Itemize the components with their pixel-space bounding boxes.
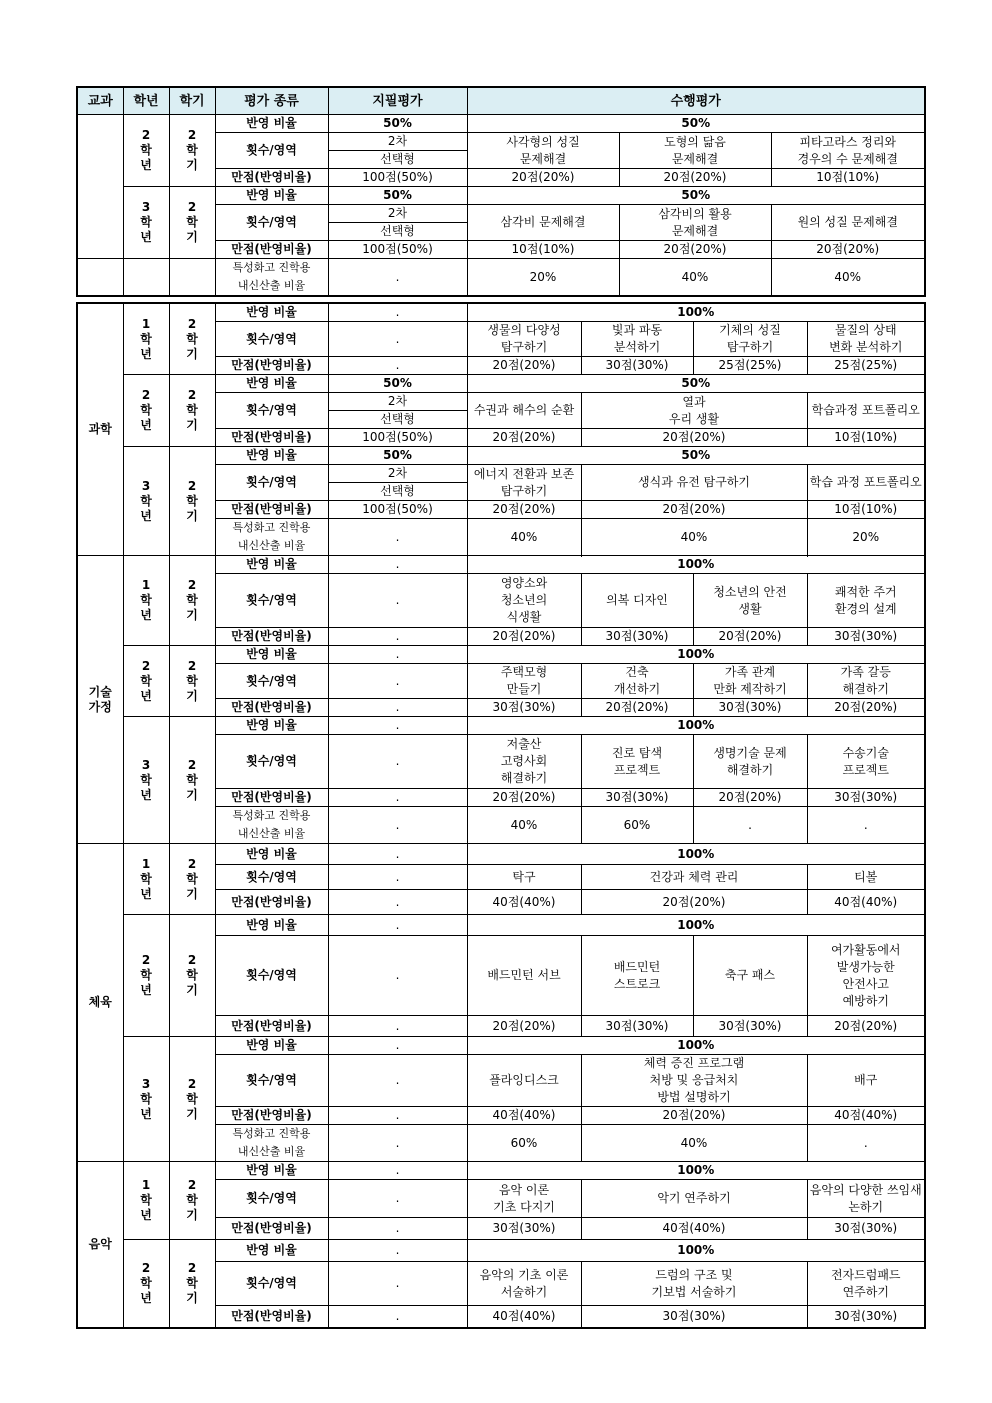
count-label: 횟수/영역 bbox=[215, 865, 328, 890]
score-cell: 20점(20%) bbox=[807, 699, 925, 717]
semester-cell: 2 학 기 bbox=[169, 375, 215, 447]
area-cell: 저출산 고령사회 해결하기 bbox=[467, 735, 581, 789]
performance-ratio: 50% bbox=[467, 375, 925, 393]
written-count: . bbox=[328, 1055, 467, 1107]
area-cell: 전자드럼패드 연주하기 bbox=[807, 1262, 925, 1306]
special-cell: 40% bbox=[619, 259, 771, 297]
semester-cell: 2 학 기 bbox=[169, 915, 215, 1037]
score-cell: 40점(40%) bbox=[467, 1306, 581, 1328]
written-count: 2차 bbox=[328, 465, 467, 483]
written-score: 100점(50%) bbox=[328, 429, 467, 447]
score-cell: 20점(20%) bbox=[467, 628, 581, 646]
score-label: 만점(반영비율) bbox=[215, 429, 328, 447]
area-cell: 가족 관계 만화 제작하기 bbox=[693, 664, 807, 699]
score-label: 만점(반영비율) bbox=[215, 1107, 328, 1125]
area-cell: 플라잉디스크 bbox=[467, 1055, 581, 1107]
area-cell: 탁구 bbox=[467, 865, 581, 890]
written-type: 선택형 bbox=[328, 223, 467, 241]
special-cell: 40% bbox=[467, 519, 581, 556]
special-cell: 40% bbox=[467, 807, 581, 844]
score-cell: 20점(20%) bbox=[581, 429, 807, 447]
special-cell: . bbox=[807, 807, 925, 844]
written-count: . bbox=[328, 865, 467, 890]
area-cell: 음악 이론 기초 다지기 bbox=[467, 1180, 581, 1218]
score-label: 만점(반영비율) bbox=[215, 699, 328, 717]
area-cell: 티볼 bbox=[807, 865, 925, 890]
area-cell: 사각형의 성질 문제해결 bbox=[467, 133, 619, 169]
special-cell: . bbox=[807, 1125, 925, 1162]
area-cell: 학습과정 포트폴리오 bbox=[807, 393, 925, 429]
semester-cell: 2 학 기 bbox=[169, 115, 215, 187]
score-cell: 20점(20%) bbox=[467, 1016, 581, 1037]
count-label: 횟수/영역 bbox=[215, 205, 328, 241]
count-label: 횟수/영역 bbox=[215, 1055, 328, 1107]
area-cell: 건강과 체력 관리 bbox=[581, 865, 807, 890]
performance-ratio: 100% bbox=[467, 303, 925, 322]
area-cell: 체력 증진 프로그램 처방 및 응급처치 방법 설명하기 bbox=[581, 1055, 807, 1107]
score-cell: 20점(20%) bbox=[771, 241, 925, 259]
special-cell: 60% bbox=[467, 1125, 581, 1162]
area-cell: 드럼의 구조 및 기보법 서술하기 bbox=[581, 1262, 807, 1306]
written-ratio: 50% bbox=[328, 447, 467, 465]
grade-cell: 3 학 년 bbox=[123, 717, 169, 844]
grade-cell: 2 학 년 bbox=[123, 115, 169, 187]
grade-cell: 1 학 년 bbox=[123, 1162, 169, 1240]
subject-pe: 체육 bbox=[77, 844, 123, 1162]
written-score: . bbox=[328, 1016, 467, 1037]
performance-ratio: 100% bbox=[467, 1240, 925, 1262]
subjects-evaluation-table bbox=[76, 302, 926, 1329]
subject-cell bbox=[77, 115, 123, 259]
performance-ratio: 100% bbox=[467, 556, 925, 574]
performance-ratio: 100% bbox=[467, 915, 925, 936]
score-cell: 30점(30%) bbox=[807, 628, 925, 646]
semester-cell: 2 학 기 bbox=[169, 187, 215, 259]
area-cell: 의복 디자인 bbox=[581, 574, 693, 628]
header-written: 지필평가 bbox=[328, 87, 467, 115]
special-cell: . bbox=[693, 807, 807, 844]
subject-music: 음악 bbox=[77, 1162, 123, 1328]
grade-cell: 1 학 년 bbox=[123, 303, 169, 375]
area-cell: 건축 개선하기 bbox=[581, 664, 693, 699]
special-cell: 40% bbox=[581, 1125, 807, 1162]
special-cell: 20% bbox=[467, 259, 619, 297]
score-cell: 20점(20%) bbox=[693, 789, 807, 807]
score-label: 만점(반영비율) bbox=[215, 628, 328, 646]
area-cell: 열과 우리 생활 bbox=[581, 393, 807, 429]
area-cell: 기체의 성질 탐구하기 bbox=[693, 322, 807, 357]
performance-ratio: 100% bbox=[467, 1037, 925, 1055]
performance-ratio: 100% bbox=[467, 844, 925, 865]
score-cell: 30점(30%) bbox=[581, 1306, 807, 1328]
score-cell: 40점(40%) bbox=[467, 890, 581, 915]
area-cell: 배구 bbox=[807, 1055, 925, 1107]
written-score: . bbox=[328, 699, 467, 717]
written-score: . bbox=[328, 1306, 467, 1328]
written-type: 선택형 bbox=[328, 411, 467, 429]
score-cell: 30점(30%) bbox=[693, 1016, 807, 1037]
semester-cell: 2 학 기 bbox=[169, 1240, 215, 1328]
special-cell: 60% bbox=[581, 807, 693, 844]
count-label: 횟수/영역 bbox=[215, 735, 328, 789]
area-cell: 음악의 기초 이론 서술하기 bbox=[467, 1262, 581, 1306]
count-label: 횟수/영역 bbox=[215, 322, 328, 357]
written-score: . bbox=[328, 1218, 467, 1240]
area-cell: 진로 탐색 프로젝트 bbox=[581, 735, 693, 789]
grade-cell: 2 학 년 bbox=[123, 646, 169, 717]
grade-cell: 2 학 년 bbox=[123, 375, 169, 447]
area-cell: 주택모형 만들기 bbox=[467, 664, 581, 699]
grade-cell: 1 학 년 bbox=[123, 556, 169, 646]
header-grade: 학년 bbox=[123, 87, 169, 115]
score-cell: 30점(30%) bbox=[807, 1218, 925, 1240]
score-label: 만점(반영비율) bbox=[215, 1016, 328, 1037]
performance-ratio: 50% bbox=[467, 447, 925, 465]
written-special: . bbox=[328, 519, 467, 556]
written-ratio: 50% bbox=[328, 115, 467, 133]
subject-science: 과학 bbox=[77, 303, 123, 556]
area-cell: 삼각비 문제해결 bbox=[467, 205, 619, 241]
written-count: . bbox=[328, 574, 467, 628]
score-cell: 20점(20%) bbox=[581, 1107, 807, 1125]
area-cell: 생식과 유전 탐구하기 bbox=[581, 465, 807, 501]
area-cell: 음악의 다양한 쓰임새 논하기 bbox=[807, 1180, 925, 1218]
written-ratio: . bbox=[328, 1162, 467, 1180]
score-cell: 20점(20%) bbox=[807, 1016, 925, 1037]
written-score: . bbox=[328, 628, 467, 646]
area-cell: 삼각비의 활용 문제해결 bbox=[619, 205, 771, 241]
score-label: 만점(반영비율) bbox=[215, 169, 328, 187]
score-label: 만점(반영비율) bbox=[215, 789, 328, 807]
score-label: 만점(반영비율) bbox=[215, 501, 328, 519]
count-label: 횟수/영역 bbox=[215, 664, 328, 699]
special-label: 특성화고 진학용 내신산출 비율 bbox=[215, 1125, 328, 1162]
written-special: . bbox=[328, 807, 467, 844]
grade-cell: 2 학 년 bbox=[123, 1240, 169, 1328]
count-label: 횟수/영역 bbox=[215, 1180, 328, 1218]
count-label: 횟수/영역 bbox=[215, 574, 328, 628]
ratio-label: 반영 비율 bbox=[215, 1162, 328, 1180]
area-cell: 도형의 닮음 문제해결 bbox=[619, 133, 771, 169]
performance-ratio: 100% bbox=[467, 1162, 925, 1180]
grade-cell: 3 학 년 bbox=[123, 447, 169, 556]
subject-tech-home: 기술 가정 bbox=[77, 556, 123, 844]
score-cell: 40점(40%) bbox=[581, 1218, 807, 1240]
written-ratio: . bbox=[328, 717, 467, 735]
math-evaluation-table bbox=[76, 86, 926, 297]
semester-cell: 2 학 기 bbox=[169, 646, 215, 717]
ratio-label: 반영 비율 bbox=[215, 187, 328, 205]
special-label: 특성화고 진학용 내신산출 비율 bbox=[215, 259, 328, 297]
ratio-label: 반영 비율 bbox=[215, 1240, 328, 1262]
semester-cell: 2 학 기 bbox=[169, 303, 215, 375]
count-label: 횟수/영역 bbox=[215, 1262, 328, 1306]
score-label: 만점(반영비율) bbox=[215, 1218, 328, 1240]
score-cell: 30점(30%) bbox=[581, 357, 693, 375]
score-cell: 30점(30%) bbox=[693, 699, 807, 717]
written-ratio: . bbox=[328, 303, 467, 322]
written-score: 100점(50%) bbox=[328, 169, 467, 187]
count-label: 횟수/영역 bbox=[215, 936, 328, 1016]
special-cell: 20% bbox=[807, 519, 925, 556]
score-cell: 40점(40%) bbox=[807, 890, 925, 915]
score-cell: 20점(20%) bbox=[467, 789, 581, 807]
score-cell: 30점(30%) bbox=[807, 789, 925, 807]
score-cell: 10점(10%) bbox=[771, 169, 925, 187]
score-cell: 20점(20%) bbox=[581, 501, 807, 519]
score-cell: 25점(25%) bbox=[807, 357, 925, 375]
written-count: . bbox=[328, 735, 467, 789]
score-cell: 10점(10%) bbox=[807, 501, 925, 519]
score-cell: 20점(20%) bbox=[467, 429, 581, 447]
ratio-label: 반영 비율 bbox=[215, 447, 328, 465]
score-label: 만점(반영비율) bbox=[215, 1306, 328, 1328]
header-row bbox=[77, 87, 925, 115]
performance-ratio: 50% bbox=[467, 115, 925, 133]
written-ratio: . bbox=[328, 556, 467, 574]
count-label: 횟수/영역 bbox=[215, 465, 328, 501]
grade-cell: 2 학 년 bbox=[123, 915, 169, 1037]
written-score: . bbox=[328, 789, 467, 807]
area-cell: 배드민턴 서브 bbox=[467, 936, 581, 1016]
score-cell: 20점(20%) bbox=[581, 699, 693, 717]
score-cell: 30점(30%) bbox=[467, 1218, 581, 1240]
ratio-label: 반영 비율 bbox=[215, 646, 328, 664]
area-cell: 생명기술 문제 해결하기 bbox=[693, 735, 807, 789]
performance-ratio: 100% bbox=[467, 717, 925, 735]
header-semester: 학기 bbox=[169, 87, 215, 115]
area-cell: 원의 성질 문제해결 bbox=[771, 205, 925, 241]
score-cell: 20점(20%) bbox=[467, 501, 581, 519]
performance-ratio: 50% bbox=[467, 187, 925, 205]
area-cell: 청소년의 안전 생활 bbox=[693, 574, 807, 628]
written-count: 2차 bbox=[328, 393, 467, 411]
special-cell: 40% bbox=[581, 519, 807, 556]
written-count: . bbox=[328, 1180, 467, 1218]
count-label: 횟수/영역 bbox=[215, 393, 328, 429]
written-ratio: 50% bbox=[328, 375, 467, 393]
grade-cell: 3 학 년 bbox=[123, 187, 169, 259]
special-cell: 40% bbox=[771, 259, 925, 297]
area-cell: 물질의 상태 변화 분석하기 bbox=[807, 322, 925, 357]
written-ratio: . bbox=[328, 915, 467, 936]
ratio-label: 반영 비율 bbox=[215, 915, 328, 936]
semester-cell: 2 학 기 bbox=[169, 556, 215, 646]
score-cell: 20점(20%) bbox=[467, 169, 619, 187]
area-cell: 피타고라스 정리와 경우의 수 문제해결 bbox=[771, 133, 925, 169]
area-cell: 축구 패스 bbox=[693, 936, 807, 1016]
score-cell: 10점(10%) bbox=[467, 241, 619, 259]
score-cell: 20점(20%) bbox=[619, 169, 771, 187]
special-label: 특성화고 진학용 내신산출 비율 bbox=[215, 807, 328, 844]
area-cell: 배드민턴 스트로크 bbox=[581, 936, 693, 1016]
count-label: 횟수/영역 bbox=[215, 133, 328, 169]
written-score: . bbox=[328, 890, 467, 915]
special-label: 특성화고 진학용 내신산출 비율 bbox=[215, 519, 328, 556]
grade-cell: 1 학 년 bbox=[123, 844, 169, 915]
area-cell: 악기 연주하기 bbox=[581, 1180, 807, 1218]
written-count: . bbox=[328, 322, 467, 357]
ratio-label: 반영 비율 bbox=[215, 717, 328, 735]
written-count: 2차 bbox=[328, 205, 467, 223]
written-special: . bbox=[328, 1125, 467, 1162]
area-cell: 영양소와 청소년의 식생활 bbox=[467, 574, 581, 628]
written-special: . bbox=[328, 259, 467, 297]
written-score: . bbox=[328, 1107, 467, 1125]
score-cell: 20점(20%) bbox=[581, 890, 807, 915]
area-cell: 빛과 파동 분석하기 bbox=[581, 322, 693, 357]
grade-cell: 3 학 년 bbox=[123, 1037, 169, 1162]
written-count: . bbox=[328, 664, 467, 699]
score-cell: 20점(20%) bbox=[467, 357, 581, 375]
header-eval-type: 평가 종류 bbox=[215, 87, 328, 115]
written-count: . bbox=[328, 1262, 467, 1306]
area-cell: 에너지 전환과 보존 탐구하기 bbox=[467, 465, 581, 501]
semester-cell: 2 학 기 bbox=[169, 717, 215, 844]
score-cell: 25점(25%) bbox=[693, 357, 807, 375]
area-cell: 수권과 해수의 순환 bbox=[467, 393, 581, 429]
area-cell: 가족 갈등 해결하기 bbox=[807, 664, 925, 699]
score-cell: 30점(30%) bbox=[581, 628, 693, 646]
semester-cell: 2 학 기 bbox=[169, 1162, 215, 1240]
written-ratio: 50% bbox=[328, 187, 467, 205]
header-performance: 수행평가 bbox=[467, 87, 925, 115]
area-cell: 수송기술 프로젝트 bbox=[807, 735, 925, 789]
score-cell: 30점(30%) bbox=[581, 789, 693, 807]
ratio-label: 반영 비율 bbox=[215, 844, 328, 865]
written-ratio: . bbox=[328, 646, 467, 664]
ratio-label: 반영 비율 bbox=[215, 375, 328, 393]
score-cell: 30점(30%) bbox=[807, 1306, 925, 1328]
header-subject: 교과 bbox=[77, 87, 123, 115]
semester-cell: 2 학 기 bbox=[169, 844, 215, 915]
semester-cell: 2 학 기 bbox=[169, 1037, 215, 1162]
written-ratio: . bbox=[328, 844, 467, 865]
score-cell: 10점(10%) bbox=[807, 429, 925, 447]
score-cell: 30점(30%) bbox=[581, 1016, 693, 1037]
ratio-label: 반영 비율 bbox=[215, 1037, 328, 1055]
ratio-label: 반영 비율 bbox=[215, 115, 328, 133]
semester-cell: 2 학 기 bbox=[169, 447, 215, 556]
score-cell: 20점(20%) bbox=[693, 628, 807, 646]
area-cell: 여가활동에서 발생가능한 안전사고 예방하기 bbox=[807, 936, 925, 1016]
written-ratio: . bbox=[328, 1037, 467, 1055]
ratio-label: 반영 비율 bbox=[215, 303, 328, 322]
written-count: . bbox=[328, 936, 467, 1016]
score-label: 만점(반영비율) bbox=[215, 241, 328, 259]
performance-ratio: 100% bbox=[467, 646, 925, 664]
written-ratio: . bbox=[328, 1240, 467, 1262]
area-cell: 쾌적한 주거 환경의 설계 bbox=[807, 574, 925, 628]
area-cell: 생물의 다양성 탐구하기 bbox=[467, 322, 581, 357]
score-cell: 20점(20%) bbox=[619, 241, 771, 259]
written-score: . bbox=[328, 357, 467, 375]
written-score: 100점(50%) bbox=[328, 501, 467, 519]
area-cell: 학습 과정 포트폴리오 bbox=[807, 465, 925, 501]
score-cell: 40점(40%) bbox=[807, 1107, 925, 1125]
score-label: 만점(반영비율) bbox=[215, 890, 328, 915]
written-score: 100점(50%) bbox=[328, 241, 467, 259]
written-type: 선택형 bbox=[328, 151, 467, 169]
written-count: 2차 bbox=[328, 133, 467, 151]
ratio-label: 반영 비율 bbox=[215, 556, 328, 574]
score-cell: 40점(40%) bbox=[467, 1107, 581, 1125]
written-type: 선택형 bbox=[328, 483, 467, 501]
score-cell: 30점(30%) bbox=[467, 699, 581, 717]
score-label: 만점(반영비율) bbox=[215, 357, 328, 375]
